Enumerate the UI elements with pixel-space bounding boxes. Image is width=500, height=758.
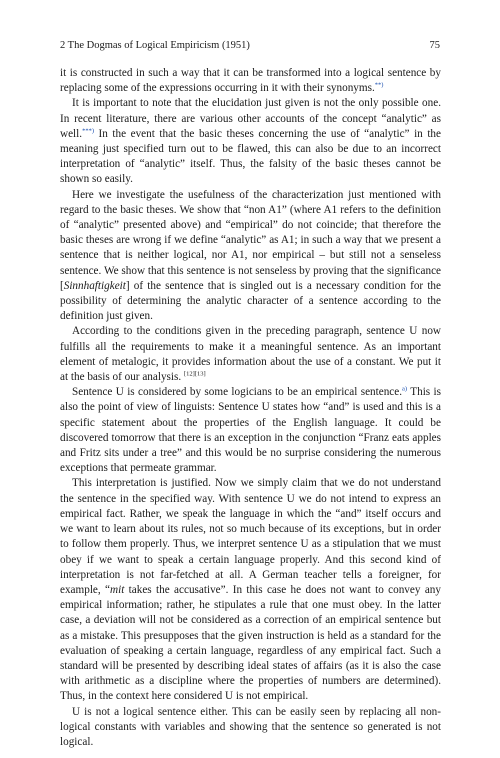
paragraph [60,476,441,704]
paragraph [60,385,441,476]
paragraph [60,324,441,385]
footnote-marker: [12][13] [183,370,206,378]
text-run: Sentence U is considered by some logicians to be an empirical sentence. [72,386,403,399]
chapter-title: 2 The Dogmas of Logical Empiricism (1951) [60,40,250,51]
text-run: According to the conditions given in the preceding paragraph, sentence U now fulfills all the requirements to make it a meaningful sentence. As an important element of metalogic, it provides information about the use of a constant. We put it at the basis of our analysis. [60,325,441,384]
paragraph [60,66,441,96]
footnote-link[interactable]: ***) [82,127,94,135]
text-run: Here we investigate the usefulness of the characterization just mentioned with regard to the basic theses. We show that “non A1” (where A1 refers to the definition of “analytic” presented above) and “empirical” do not coincide; that therefore the basic theses are wrong if we define “analytic” as A1; in such a way that we present a sentence that is neither logical, nor A1, nor empirical – but still not a senseless sentence. We show that this sentence is not senseless by proving that the significance [ [60,188,441,292]
paragraph [60,96,441,187]
text-run: it is constructed in such a way that it can be transformed into a logical sentence by replacing some of the expressions occurring in it with their synonyms. [60,67,441,95]
paragraph [60,705,441,751]
text-run: ] of the sentence that is singled out is a necessary condition for the possibility of determining the analytic character of a sentence according to the definition just given. [60,279,441,323]
text-run: U is not a logical sentence either. This can be easily seen by replacing all non-logical constants with variables and showing that the sentence so generated is not logical. [60,705,441,748]
page-number: 75 [429,40,440,51]
body-text [60,66,441,750]
text-run: This interpretation is justified. Now we simply claim that we do not understand the sentence in the specified way. With sentence U we do not intend to express an empirical fact. Rather, we speak the language in which the “and” itself occurs and we want to learn about its rules, not so much because of its exceptions, but in order to follow them properly. Thus, we interpret sentence U as a stipulation that we must obey if we want to speak a certain language properly. And this second kind of interpretation is not far-fetched at all. A German teacher tells a foreigner, for example, “ [60,477,441,596]
text-run: This is also the point of view of linguists: Sentence U states how “and” is used and this is a specific statement about the properties of the English language. It could be discovered tomorrow that there is an exception in the conjunction “Franz eats apples and Fritz sits under a tree” and this would be no surprise considering the numerous exceptions that permeate grammar. [60,386,441,475]
paragraph [60,188,441,325]
footnote-link[interactable]: **) [374,81,384,89]
italic-term: mit [110,583,125,596]
text-run: In the event that the basic theses concerning the use of “analytic” in the meaning just specified turn out to be flawed, this can also be due to an incorrect interpretation of “analytic” itself. Thus, the falsity of the basic theses cannot be shown so easily. [60,127,441,186]
text-run: It is important to note that the elucidation just given is not the only possible one. In recent literature, there are various other accounts of the concept “analytic” as well. [60,97,441,140]
text-run: takes the accusative”. In this case he does not want to convey any empirical information; rather, he stipulates a rule that one must obey. In the latter case, a deviation will not be considered as a correction of an empirical sentence but as a mistake. This presupposes that the given instruction is held as a standard for the evaluation of speaking a certain language, regardless of any empirical fact. Such a standard will be presented by describing ideal states of affairs (as it is also the case with arithmetic as a discipline where the properties of numbers are determined). Thus, in the context here considered U is not empirical. [60,583,441,703]
italic-term: Sinnhaftigkeit [63,279,126,292]
footnote-link[interactable]: a) [402,385,408,393]
